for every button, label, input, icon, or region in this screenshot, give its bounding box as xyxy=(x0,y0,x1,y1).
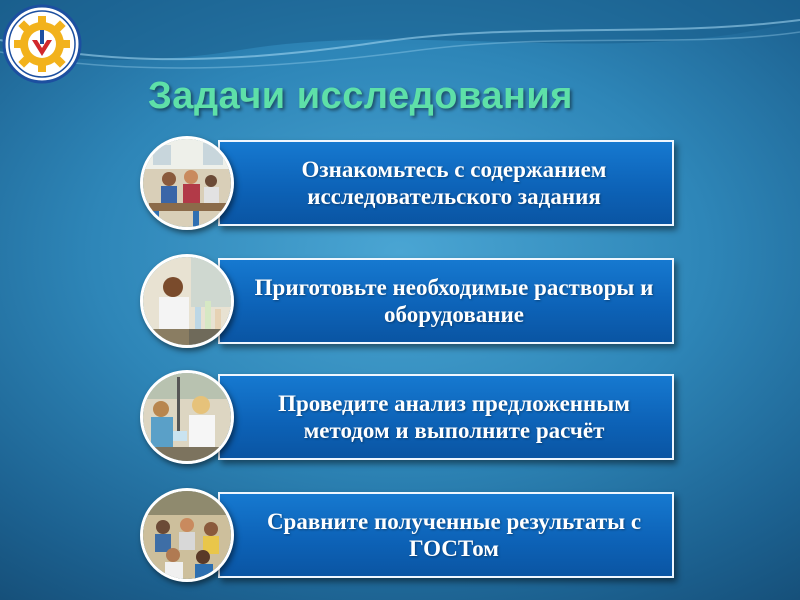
step-item-1 xyxy=(0,136,800,232)
step-box xyxy=(218,374,674,460)
lab-analysis-photo xyxy=(140,370,234,464)
step-text: Проведите анализ предложенным методом и выполните расчёт xyxy=(278,391,630,443)
step-box xyxy=(218,140,674,226)
step-item-2 xyxy=(0,254,800,350)
classroom-results-photo xyxy=(140,488,234,582)
step-item-3 xyxy=(0,370,800,466)
step-box xyxy=(218,492,674,578)
classroom-photo xyxy=(140,136,234,230)
step-text: Сравните полученные результаты с ГОСТом xyxy=(266,509,642,561)
gear-emblem-icon xyxy=(2,4,82,84)
step-box xyxy=(218,258,674,344)
slide-title: Задачи исследования xyxy=(148,75,573,117)
step-text: Приготовьте необходимые растворы и оборудование xyxy=(254,275,654,327)
step-item-4 xyxy=(0,488,800,584)
lab-preparation-photo xyxy=(140,254,234,348)
step-text: Ознакомьтесь с содержанием исследовательского задания xyxy=(301,157,607,209)
